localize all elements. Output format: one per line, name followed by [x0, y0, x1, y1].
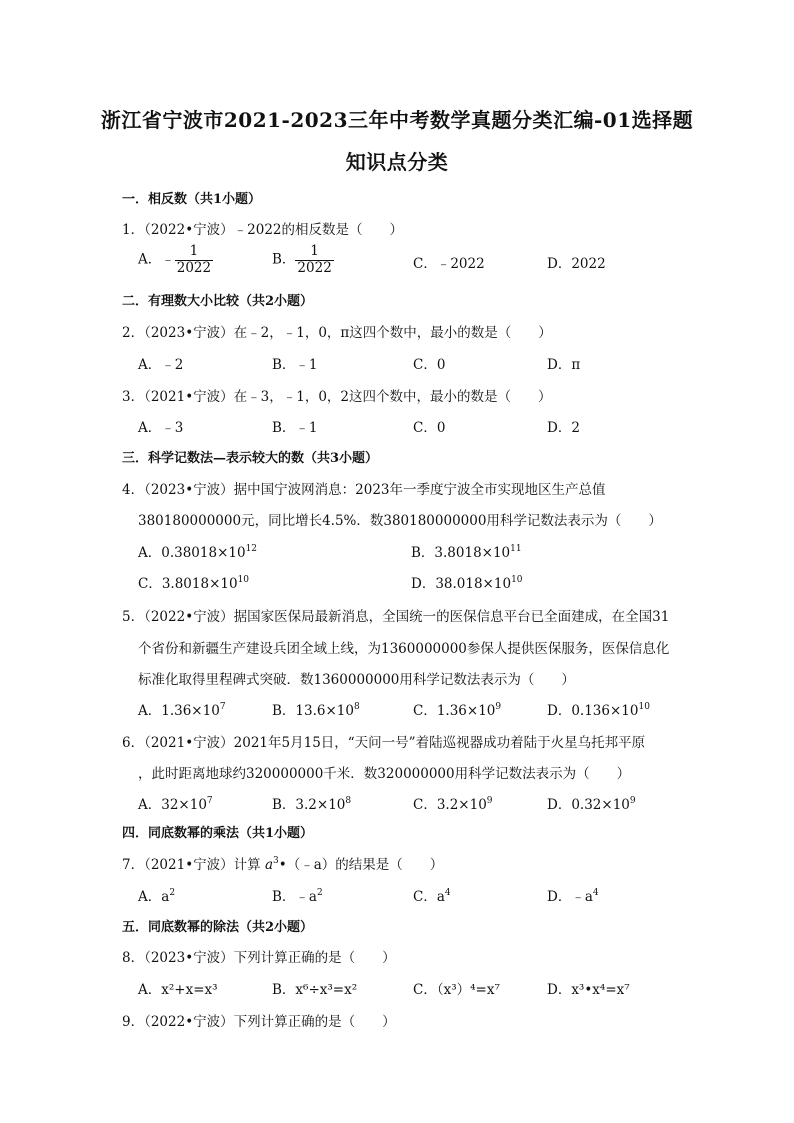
question-5-continuation-2: 标准化取得里程碑式突破．数1360000000用科学记数法表示为（ ）: [138, 672, 575, 688]
question-6-option-a: [138, 793, 213, 813]
document-title-line1: 浙江省宁波市2021-2023三年中考数学真题分类汇编-01选择题: [100, 108, 694, 132]
question-2-stem: 2．（2023•宁波）在﹣2，﹣1，0，π这四个数中，最小的数是（ ）: [122, 325, 552, 341]
exponent: 10: [638, 702, 650, 712]
question-4-option-c: [138, 572, 249, 592]
exponent: 4: [444, 888, 451, 898]
question-5-option-c: [413, 699, 501, 719]
fraction: [295, 244, 333, 276]
stem-text: 7．（2021•宁波）计算: [122, 857, 265, 873]
question-4-stem: 4．（2023•宁波）据中国宁波网消息：2023年一季度宁波全市实现地区生产总值: [122, 482, 606, 498]
question-1-option-d: D．2022: [547, 256, 606, 272]
question-3-option-d: D．2: [547, 420, 580, 436]
question-7-option-b: [272, 885, 323, 905]
question-4-continuation: 380180000000元，同比增长4.5%．数380180000000用科学记数法表示为（ ）: [138, 513, 662, 529]
option-text: B．﹣a: [272, 889, 317, 905]
fraction-numerator: 1: [175, 244, 213, 261]
option-text: A．1.36×10: [138, 703, 220, 719]
fraction-numerator: 1: [295, 244, 333, 261]
exponent: 11: [510, 544, 522, 554]
fraction: [175, 244, 213, 276]
fraction-denominator: 2022: [297, 259, 332, 276]
question-6-option-d: [547, 793, 636, 813]
question-3-option-b: B．﹣1: [272, 420, 318, 436]
option-text: B．3.2×10: [272, 797, 346, 813]
question-1-option-b: [272, 244, 334, 276]
question-7-option-c: [413, 885, 451, 905]
section-heading-5: 五．同底数幂的除法（共2小题）: [122, 920, 314, 935]
question-4-option-b: [411, 541, 522, 561]
question-1-stem: 1．（2022•宁波）﹣2022的相反数是（ ）: [122, 222, 404, 238]
section-heading-4: 四．同底数幂的乘法（共1小题）: [122, 826, 314, 841]
exponent: 9: [495, 702, 502, 712]
question-7-stem: [122, 853, 443, 873]
option-text: C．3.2×10: [413, 797, 487, 813]
exponent: 8: [353, 702, 360, 712]
question-7-option-a: [138, 885, 175, 905]
exponent: 2: [316, 888, 323, 898]
exponent: 10: [237, 575, 250, 585]
question-4-option-a: [138, 541, 257, 561]
fraction-denominator: 2022: [176, 259, 212, 276]
exponent: 4: [592, 888, 599, 898]
question-1-option-c: C．﹣2022: [413, 256, 485, 272]
question-3-option-a: A．﹣3: [138, 420, 184, 436]
option-text: B．3.8018×10: [411, 545, 511, 561]
variable: a: [264, 857, 274, 873]
option-a-label: A．﹣: [138, 251, 175, 268]
option-text: C．1.36×10: [413, 703, 496, 719]
stem-text: •（﹣a）的结果是（ ）: [278, 857, 444, 873]
question-6-stem: 6．（2021•宁波）2021年5月15日，“天问一号”着陆巡视器成功着陆于火星乌托邦平原: [122, 735, 646, 751]
exponent: 7: [219, 702, 226, 712]
question-3-option-c: C．0: [413, 420, 446, 436]
question-2-option-a: A．﹣2: [138, 357, 184, 373]
question-5-continuation-1: 个省份和新疆生产建设兵团全域上线，为1360000000参保人提供医保服务，医保信息化: [138, 641, 670, 657]
section-heading-3: 三．科学记数法—表示较大的数（共3小题）: [122, 451, 379, 466]
question-5-option-a: [138, 699, 226, 719]
question-2-option-d: D．π: [547, 357, 581, 373]
question-5-option-b: [272, 699, 360, 719]
option-text: D．0.136×10: [547, 703, 639, 719]
question-8-option-b: B．x⁶÷x³=x²: [272, 982, 358, 998]
option-text: C．3.8018×10: [138, 576, 238, 592]
exponent: 8: [345, 796, 352, 806]
option-text: D．﹣a: [547, 889, 593, 905]
section-heading-2: 二．有理数大小比较（共2小题）: [122, 294, 314, 309]
question-8-option-c: C．（x³）⁴=x⁷: [413, 982, 500, 998]
question-9-stem: 9．（2022•宁波）下列计算正确的是（ ）: [122, 1014, 396, 1030]
option-text: D．38.018×10: [411, 576, 512, 592]
exponent: 9: [486, 796, 493, 806]
option-b-label: B．: [272, 251, 296, 268]
question-1-option-a: [138, 244, 213, 276]
question-7-option-d: [547, 885, 599, 905]
question-6-option-c: [413, 793, 493, 813]
question-8-stem: 8．（2023•宁波）下列计算正确的是（ ）: [122, 950, 396, 966]
option-text: B．13.6×10: [272, 703, 354, 719]
exponent: 9: [629, 796, 636, 806]
section-heading-1: 一．相反数（共1小题）: [122, 192, 262, 207]
question-8-option-d: D．x³•x⁴=x⁷: [547, 982, 630, 998]
option-text: A．32×10: [138, 797, 207, 813]
exponent: 7: [206, 796, 213, 806]
exponent: 2: [169, 888, 176, 898]
exponent: 12: [245, 544, 258, 554]
exponent: 3: [273, 856, 279, 866]
question-2-option-b: B．﹣1: [272, 357, 318, 373]
question-5-option-d: [547, 699, 650, 719]
option-text: A．0.38018×10: [138, 545, 246, 561]
document-title-line2: 知识点分类: [345, 150, 449, 174]
question-3-stem: 3．（2021•宁波）在﹣3，﹣1，0，2这四个数中，最小的数是（ ）: [122, 389, 552, 405]
question-6-option-b: [272, 793, 351, 813]
option-text: A．a: [138, 889, 170, 905]
question-2-option-c: C．0: [413, 357, 446, 373]
question-6-continuation: ，此时距离地球约320000000千米．数320000000用科学记数法表示为（ ）: [138, 766, 631, 782]
question-5-stem: 5．（2022•宁波）据国家医保局最新消息，全国统一的医保信息平台已全面建成，在全国31: [122, 609, 670, 625]
exponent: 10: [511, 575, 523, 585]
option-text: C．a: [413, 889, 445, 905]
option-text: D．0.32×10: [547, 797, 630, 813]
question-4-option-d: [411, 572, 523, 592]
question-8-option-a: A．x²+x=x³: [138, 982, 218, 998]
